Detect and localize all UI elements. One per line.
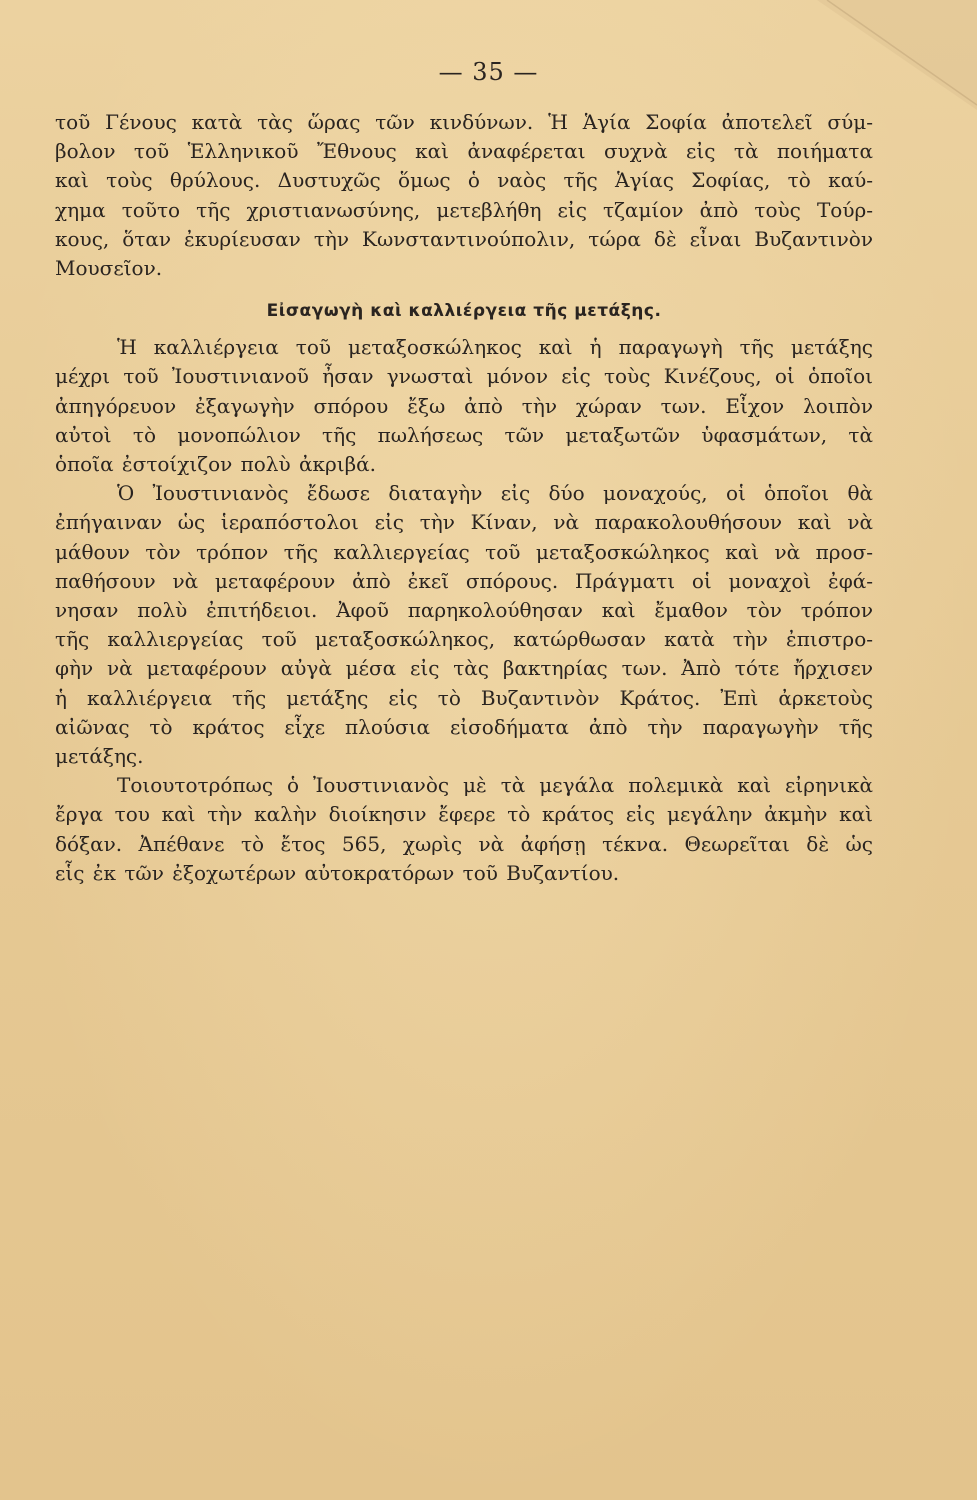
text-line: αἰῶνας τὸ κράτος εἶχε πλούσια εἰσοδήματα ἀπὸ τὴν παραγωγὴν τῆς [55, 714, 873, 739]
text-line: μετάξης. [55, 744, 144, 769]
text-line: ἐπήγαιναν ὡς ἱεραπόστολοι εἰς τὴν Κίναν, νὰ παρακολουθήσουν καὶ νὰ [55, 510, 873, 535]
text-line: μάθουν τὸν τρόπον τῆς καλλιεργείας τοῦ μεταξοσκώληκος καὶ νὰ προσ- [55, 539, 873, 564]
text-line: καὶ τοὺς θρύλους. Δυστυχῶς ὅμως ὁ ναὸς τῆς Ἁγίας Σοφίας, τὸ καύ- [55, 168, 873, 193]
text-line: εἷς ἐκ τῶν ἐξοχωτέρων αὐτοκρατόρων τοῦ Βυζαντίου. [55, 860, 620, 885]
text-line: βολον τοῦ Ἑλληνικοῦ Ἔθνους καὶ ἀναφέρεται συχνὰ εἰς τὰ ποιήματα [55, 139, 873, 164]
page-number: — 35 — [438, 58, 539, 86]
text-line: ὁποῖα ἐστοίχιζον πολὺ ἀκριβά. [55, 452, 377, 477]
paragraph-2 [55, 333, 873, 479]
text-line: παθήσουν νὰ μεταφέρουν ἀπὸ ἐκεῖ σπόρους. Πράγματι οἱ μοναχοὶ ἐφά- [55, 568, 873, 593]
text-line: Ἡ καλλιέργεια τοῦ μεταξοσκώληκος καὶ ἡ παραγωγὴ τῆς μετάξης [117, 335, 873, 360]
text-line: δόξαν. Ἀπέθανε τὸ ἔτος 565, χωρὶς νὰ ἀφήσῃ τέκνα. Θεωρεῖται δὲ ὡς [55, 831, 873, 856]
paragraph-4 [55, 771, 873, 888]
paragraph-3 [55, 479, 873, 771]
text-line: αὐτοὶ τὸ μονοπώλιον τῆς πωλήσεως τῶν μεταξωτῶν ὑφασμάτων, τὰ [55, 422, 873, 447]
page-body [55, 108, 873, 888]
text-line: Ὁ Ἰουστινιανὸς ἔδωσε διαταγὴν εἰς δύο μοναχούς, οἱ ὁποῖοι θὰ [117, 481, 873, 506]
text-line: νησαν πολὺ ἐπιτήδειοι. Ἀφοῦ παρηκολούθησαν καὶ ἔμαθον τὸν τρόπον [55, 598, 873, 623]
paragraph-1 [55, 108, 873, 283]
text-line: κους, ὅταν ἐκυρίευσαν τὴν Κωνσταντινούπολιν, τώρα δὲ εἶναι Βυζαντινὸν [55, 226, 873, 251]
text-line: Τοιουτοτρόπως ὁ Ἰουστινιανὸς μὲ τὰ μεγάλα πολεμικὰ καὶ εἰρηνικὰ [117, 773, 873, 798]
text-line: ἔργα του καὶ τὴν καλὴν διοίκησιν ἔφερε τὸ κράτος εἰς μεγάλην ἀκμὴν καὶ [55, 802, 873, 827]
text-line: Μουσεῖον. [55, 256, 163, 281]
text-line: μέχρι τοῦ Ἰουστινιανοῦ ἦσαν γνωσταὶ μόνον εἰς τοὺς Κινέζους, οἱ ὁποῖοι [55, 364, 873, 389]
text-line: τῆς καλλιεργείας τοῦ μεταξοσκώληκος, κατώρθωσαν κατὰ τὴν ἐπιστρο- [55, 627, 873, 652]
text-line: φὴν νὰ μεταφέρουν αὐγὰ μέσα εἰς τὰς βακτηρίας των. Ἀπὸ τότε ἤρχισεν [55, 656, 873, 681]
section-heading: Εἰσαγωγὴ καὶ καλλιέργεια τῆς μετάξης. [266, 301, 662, 322]
text-line: χημα τοῦτο τῆς χριστιανωσύνης, μετεβλήθη εἰς τζαμίον ἀπὸ τοὺς Τούρ- [55, 197, 873, 222]
text-line: τοῦ Γένους κατὰ τὰς ὥρας τῶν κινδύνων. Ἡ Ἁγία Σοφία ἀποτελεῖ σύμ- [55, 110, 873, 134]
text-line: ἡ καλλιέργεια τῆς μετάξης εἰς τὸ Βυζαντινὸν Κράτος. Ἐπὶ ἀρκετοὺς [55, 685, 873, 710]
text-line: ἀπηγόρευον ἐξαγωγὴν σπόρου ἔξω ἀπὸ τὴν χώραν των. Εἶχον λοιπὸν [55, 393, 873, 418]
